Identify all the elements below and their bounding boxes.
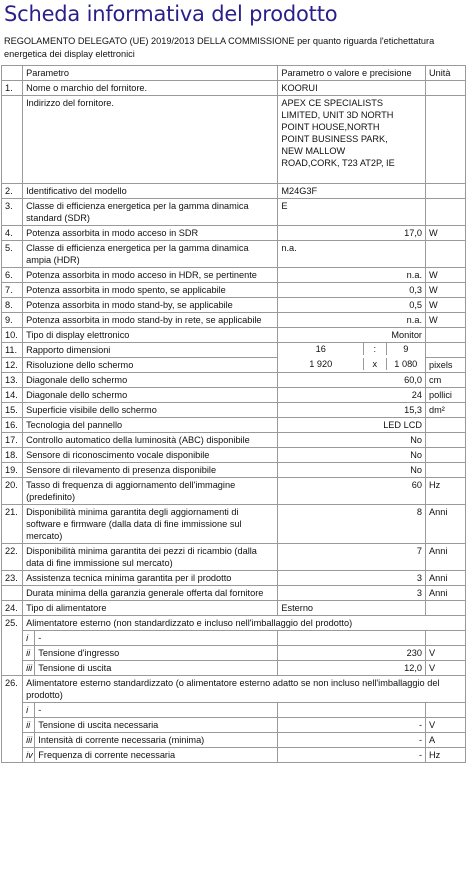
sub-unit: V: [426, 646, 466, 661]
sub-label: -: [35, 631, 278, 646]
row-unit: pollici: [426, 388, 466, 403]
row-value: 17,0: [278, 226, 426, 241]
row-label: Tecnologia del pannello: [23, 418, 278, 433]
row-value: No: [278, 463, 426, 478]
table-row: [2, 313, 466, 328]
sub-value: 12,0: [278, 661, 426, 676]
table-row: [2, 358, 466, 373]
row-number: 5.: [2, 241, 23, 268]
table-row: [2, 199, 466, 226]
row-unit: [426, 184, 466, 199]
table-row: [2, 505, 466, 544]
table-row: [2, 81, 466, 96]
aspect-height: 9: [403, 344, 409, 354]
sub-unit: V: [426, 661, 466, 676]
aspect-width: 16: [278, 343, 363, 355]
sub-index: ii: [23, 646, 35, 661]
row-value: 8: [278, 505, 426, 544]
row-value: 60: [278, 478, 426, 505]
sub-value: [278, 703, 426, 718]
row-label: Tipo di display elettronico: [23, 328, 278, 343]
row-unit: W: [426, 268, 466, 283]
row-value: 3: [278, 586, 426, 601]
row-number: 8.: [2, 298, 23, 313]
row-label: Potenza assorbita in modo spento, se applicabile: [23, 283, 278, 298]
row-number: 2.: [2, 184, 23, 199]
sub-row: [2, 703, 466, 718]
row-number: [2, 96, 23, 184]
sub-unit: V: [426, 718, 466, 733]
sub-value: -: [278, 733, 426, 748]
row-number: 13.: [2, 373, 23, 388]
sub-label: -: [35, 703, 278, 718]
table-row: [2, 283, 466, 298]
row-number: 19.: [2, 463, 23, 478]
row-value: 3: [278, 571, 426, 586]
row-number: 10.: [2, 328, 23, 343]
row-number: 11.: [2, 343, 23, 358]
product-info-table: [1, 65, 466, 763]
row-label: Diagonale dello schermo: [23, 373, 278, 388]
sub-row: [2, 661, 466, 676]
row-value: Esterno: [278, 601, 426, 616]
row-number: 26.: [2, 676, 23, 763]
sub-unit: [426, 631, 466, 646]
row-number: 23.: [2, 571, 23, 586]
row-value: No: [278, 448, 426, 463]
row-value: 0,3: [278, 283, 426, 298]
sub-row: [2, 733, 466, 748]
row-unit: [426, 418, 466, 433]
resolution-width: 1 920: [278, 358, 363, 370]
sub-value: [278, 631, 426, 646]
table-row: [2, 184, 466, 199]
aspect-separator: :: [364, 343, 387, 355]
row-label: Potenza assorbita in modo stand-by, se applicabile: [23, 298, 278, 313]
header-num: [2, 66, 23, 81]
row-label: Indirizzo del fornitore.: [23, 96, 278, 184]
row-label: Alimentatore esterno standardizzato (o alimentatore esterno adatto se non incluso nell'imballaggio del prodotto): [23, 676, 466, 703]
table-row: [2, 241, 466, 268]
row-label: Superficie visibile dello schermo: [23, 403, 278, 418]
row-number: 12.: [2, 358, 23, 373]
row-value: 24: [278, 388, 426, 403]
row-number: 17.: [2, 433, 23, 448]
table-row: [2, 96, 466, 184]
row-number: 25.: [2, 616, 23, 676]
row-label: Nome o marchio del fornitore.: [23, 81, 278, 96]
row-label: Diagonale dello schermo: [23, 388, 278, 403]
row-number: 6.: [2, 268, 23, 283]
row-value: APEX CE SPECIALISTS LIMITED, UNIT 3D NORTH POINT HOUSE,NORTH POINT BUSINESS PARK, NEW MALLOW ROAD,CORK, T23 AT2P, IE: [278, 96, 426, 184]
row-value: LED LCD: [278, 418, 426, 433]
row-label: Classe di efficienza energetica per la gamma dinamica ampia (HDR): [23, 241, 278, 268]
row-label: Classe di efficienza energetica per la gamma dinamica standard (SDR): [23, 199, 278, 226]
row-label: Potenza assorbita in modo acceso in SDR: [23, 226, 278, 241]
table-row: [2, 418, 466, 433]
row-value: n.a.: [278, 241, 426, 268]
row-unit: [426, 199, 466, 226]
table-row: [2, 388, 466, 403]
sub-index: ii: [23, 718, 35, 733]
row-number: 22.: [2, 544, 23, 571]
row-value: 60,0: [278, 373, 426, 388]
row-label: Potenza assorbita in modo acceso in HDR, se pertinente: [23, 268, 278, 283]
table-row: [2, 586, 466, 601]
sub-row: [2, 631, 466, 646]
sub-label: Intensità di corrente necessaria (minima): [35, 733, 278, 748]
sub-index: iii: [23, 733, 35, 748]
row-unit: W: [426, 313, 466, 328]
table-row: [2, 268, 466, 283]
sub-unit: [426, 703, 466, 718]
row-label: Potenza assorbita in modo stand-by in rete, se applicabile: [23, 313, 278, 328]
row-number: 14.: [2, 388, 23, 403]
table-header: [2, 66, 466, 81]
header-unit: Unità: [426, 66, 466, 81]
row-label: Rapporto dimensioni: [23, 343, 278, 358]
row-unit: Anni: [426, 544, 466, 571]
row-value: 7: [278, 544, 426, 571]
row-unit: W: [426, 283, 466, 298]
sub-row: [2, 646, 466, 661]
table-row: [2, 478, 466, 505]
sub-row: [2, 718, 466, 733]
row-unit: W: [426, 226, 466, 241]
table-row: [2, 298, 466, 313]
row-value: M24G3F: [278, 184, 426, 199]
table-row: [2, 676, 466, 703]
row-number: 16.: [2, 418, 23, 433]
row-label: Disponibilità minima garantita dei pezzi di ricambio (dalla data di fine immissione sul mercato): [23, 544, 278, 571]
header-param: Parametro: [23, 66, 278, 81]
row-value: 0,5: [278, 298, 426, 313]
sub-unit: Hz: [426, 748, 466, 763]
sub-label: Tensione d'ingresso: [35, 646, 278, 661]
sub-unit: A: [426, 733, 466, 748]
row-unit: Anni: [426, 571, 466, 586]
row-value: n.a.: [278, 313, 426, 328]
row-label: Tipo di alimentatore: [23, 601, 278, 616]
table-row: [2, 448, 466, 463]
resolution-separator: x: [364, 358, 387, 370]
table-row: [2, 343, 466, 358]
sub-index: i: [23, 703, 35, 718]
table-row: [2, 601, 466, 616]
row-unit: [426, 343, 466, 358]
row-unit: pixels: [426, 358, 466, 373]
row-number: 1.: [2, 81, 23, 96]
row-value: KOORUI: [278, 81, 426, 96]
table-row: [2, 571, 466, 586]
table-row: [2, 544, 466, 571]
table-row: [2, 616, 466, 631]
row-number: 7.: [2, 283, 23, 298]
row-label: Sensore di rilevamento di presenza disponibile: [23, 463, 278, 478]
row-value-split: [278, 358, 426, 373]
row-label: Sensore di riconoscimento vocale disponibile: [23, 448, 278, 463]
sub-label: Frequenza di corrente necessaria: [35, 748, 278, 763]
row-unit: Anni: [426, 505, 466, 544]
row-label: Alimentatore esterno (non standardizzato e incluso nell'imballaggio del prodotto): [23, 616, 466, 631]
row-unit: [426, 328, 466, 343]
row-number: 15.: [2, 403, 23, 418]
sub-index: iii: [23, 661, 35, 676]
row-value: 15,3: [278, 403, 426, 418]
row-number: 24.: [2, 601, 23, 616]
row-number: 4.: [2, 226, 23, 241]
row-number: 20.: [2, 478, 23, 505]
row-unit: [426, 433, 466, 448]
row-value-split: [278, 343, 426, 358]
row-value: n.a.: [278, 268, 426, 283]
row-unit: [426, 81, 466, 96]
table-row: [2, 373, 466, 388]
sub-value: 230: [278, 646, 426, 661]
row-label: Assistenza tecnica minima garantita per il prodotto: [23, 571, 278, 586]
sub-value: -: [278, 748, 426, 763]
row-value: E: [278, 199, 426, 226]
sub-label: Tensione di uscita: [35, 661, 278, 676]
row-unit: cm: [426, 373, 466, 388]
resolution-height: 1 080: [394, 358, 418, 369]
sub-value: -: [278, 718, 426, 733]
row-unit: [426, 241, 466, 268]
table-row: [2, 433, 466, 448]
row-unit: dm²: [426, 403, 466, 418]
table-row: [2, 403, 466, 418]
row-number: 9.: [2, 313, 23, 328]
row-value: Monitor: [278, 328, 426, 343]
row-number: 3.: [2, 199, 23, 226]
table-row: [2, 226, 466, 241]
row-label: Identificativo del modello: [23, 184, 278, 199]
row-label: Durata minima della garanzia generale offerta dal fornitore: [23, 586, 278, 601]
row-unit: Hz: [426, 478, 466, 505]
sub-row: [2, 748, 466, 763]
row-number: 18.: [2, 448, 23, 463]
row-label: Risoluzione dello schermo: [23, 358, 278, 373]
row-number: 21.: [2, 505, 23, 544]
row-unit: [426, 463, 466, 478]
row-number: [2, 586, 23, 601]
row-unit: Anni: [426, 586, 466, 601]
sub-index: iv: [23, 748, 35, 763]
row-value: No: [278, 433, 426, 448]
row-label: Tasso di frequenza di aggiornamento dell'immagine (predefinito): [23, 478, 278, 505]
row-unit: [426, 96, 466, 184]
regulation-intro: REGOLAMENTO DELEGATO (UE) 2019/2013 DELLA COMMISSIONE per quanto riguarda l'etichettatura energetica dei display elettronici: [4, 36, 435, 59]
table-row: [2, 463, 466, 478]
header-value: Parametro o valore e precisione: [278, 66, 426, 81]
row-unit: [426, 601, 466, 616]
sub-index: i: [23, 631, 35, 646]
table-row: [2, 328, 466, 343]
row-label: Disponibilità minima garantita degli aggiornamenti di software e firmware (dalla data di fine immissione sul mercato): [23, 505, 278, 544]
row-label: Controllo automatico della luminosità (ABC) disponibile: [23, 433, 278, 448]
row-unit: [426, 448, 466, 463]
sub-label: Tensione di uscita necessaria: [35, 718, 278, 733]
page-title: Scheda informativa del prodotto: [4, 2, 338, 26]
row-unit: W: [426, 298, 466, 313]
